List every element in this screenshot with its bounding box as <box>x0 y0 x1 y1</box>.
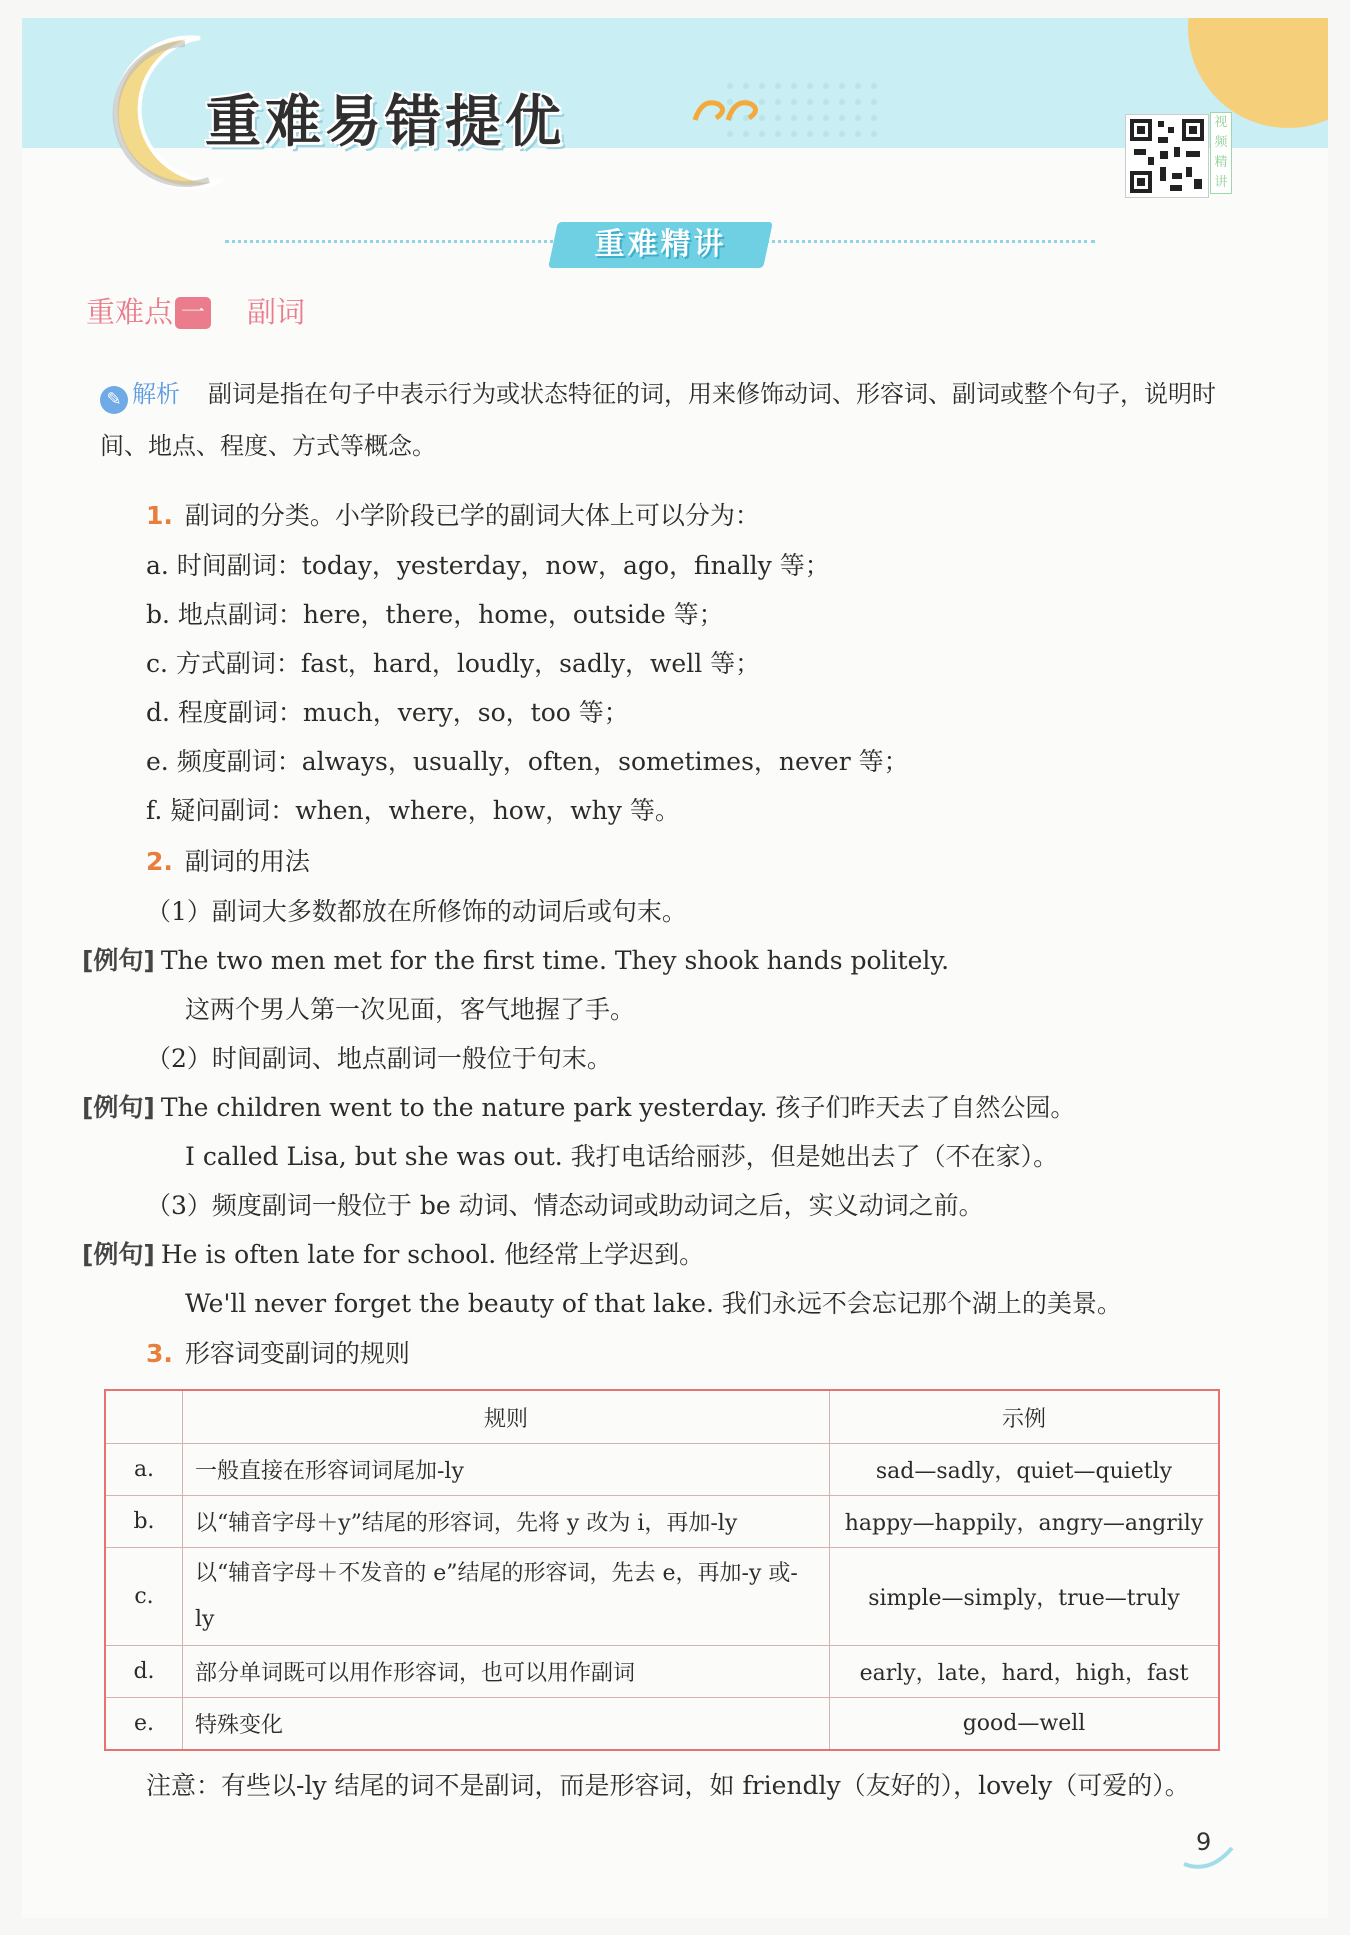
table-row <box>105 1496 1219 1548</box>
key-icon: ✎ <box>100 386 128 414</box>
section-2-title: 副词的用法 <box>184 847 310 876</box>
point-heading <box>86 290 305 331</box>
section-tag-label: 重难精讲 <box>594 227 727 262</box>
table-header: 规则 <box>183 1390 830 1444</box>
page-swoosh-icon <box>1180 1842 1240 1872</box>
table-cell: d. <box>105 1646 183 1698</box>
usage-rule-3: （3）频度副词一般位于 be 动词、情态动词或助动词之后，实义动词之前。 <box>146 1191 984 1220</box>
example-sentence: He is often late for school. 他经常上学迟到。 <box>160 1240 705 1269</box>
table-cell: 部分单词既可以用作形容词，也可以用作副词 <box>183 1646 830 1698</box>
example-sentence: I called Lisa, but she was out. 我打电话给丽莎，但是她出去了（不在家）。 <box>185 1142 1059 1171</box>
section-3-number: 3. <box>146 1339 173 1368</box>
table-cell: 以“辅音字母＋不发音的 e”结尾的形容词，先去 e，再加-y 或-ly <box>183 1548 830 1646</box>
example-1 <box>82 941 949 977</box>
section-tag <box>548 222 773 268</box>
section-1-number: 1. <box>146 501 173 530</box>
usage-rule-2: （2）时间副词、地点副词一般位于句末。 <box>146 1044 612 1073</box>
table-header-row <box>105 1390 1219 1444</box>
table-cell: early，late，hard，high，fast <box>830 1646 1220 1698</box>
analysis-block <box>100 368 1230 472</box>
page-title: 重难易错提优 <box>205 90 565 155</box>
example-3 <box>82 1235 704 1271</box>
table-row <box>105 1646 1219 1698</box>
example-sentence: The children went to the nature park yesterday. 孩子们昨天去了自然公园。 <box>160 1093 1076 1122</box>
page-number: 9 <box>1196 1828 1212 1856</box>
table-cell: happy—happily，angry—angrily <box>830 1496 1220 1548</box>
section-3-title: 形容词变副词的规则 <box>184 1339 410 1368</box>
section-3-heading <box>146 1334 410 1370</box>
swirl-icon <box>690 90 770 130</box>
table-cell: 一般直接在形容词词尾加-ly <box>183 1444 830 1496</box>
table-row <box>105 1548 1219 1646</box>
rules-table <box>104 1389 1220 1751</box>
table-cell: sad—sadly，quiet—quietly <box>830 1444 1220 1496</box>
point-topic: 副词 <box>247 295 306 329</box>
table-header <box>105 1390 183 1444</box>
table-cell: good—well <box>830 1698 1220 1750</box>
point-number: 一 <box>175 297 211 329</box>
usage-rule-1: （1）副词大多数都放在所修饰的动词后或句末。 <box>146 897 687 926</box>
category-item: f. 疑问副词：when，where，how，why 等。 <box>146 796 680 825</box>
example-label: [例句] <box>82 1240 155 1269</box>
sun-decoration <box>1188 18 1328 128</box>
example-label: [例句] <box>82 946 155 975</box>
example-sentence: We'll never forget the beauty of that lake. 我们永远不会忘记那个湖上的美景。 <box>185 1289 1122 1318</box>
category-item: d. 程度副词：much，very，so，too 等； <box>146 698 629 727</box>
table-row <box>105 1698 1219 1750</box>
analysis-text: 副词是指在句子中表示行为或状态特征的词，用来修饰动词、形容词、副词或整个句子，说明时间、地点、程度、方式等概念。 <box>100 380 1216 460</box>
analysis-label: 解析 <box>132 380 180 408</box>
section-2-number: 2. <box>146 847 173 876</box>
section-1-heading <box>146 496 760 532</box>
qr-code-icon[interactable] <box>1125 114 1209 198</box>
example-sentence: The two men met for the first time. They shook hands politely. <box>160 946 950 975</box>
example-label: [例句] <box>82 1093 155 1122</box>
category-item: a. 时间副词：today，yesterday，now，ago，finally 等； <box>146 551 830 580</box>
table-cell: a. <box>105 1444 183 1496</box>
example-2 <box>82 1088 1075 1124</box>
table-cell: c. <box>105 1548 183 1646</box>
table-header: 示例 <box>830 1390 1220 1444</box>
video-label: 视频精讲 <box>1210 112 1232 194</box>
example-translation: 这两个男人第一次见面，客气地握了手。 <box>185 995 636 1024</box>
category-item: b. 地点副词：here，there，home，outside 等； <box>146 600 724 629</box>
section-2-heading <box>146 842 310 878</box>
category-item: e. 频度副词：always，usually，often，sometimes，never 等； <box>146 747 909 776</box>
note-text: 注意：有些以-ly 结尾的词不是副词，而是形容词，如 friendly（友好的），lovely（可爱的）。 <box>146 1771 1190 1800</box>
table-cell: 特殊变化 <box>183 1698 830 1750</box>
category-item: c. 方式副词：fast，hard，loudly，sadly，well 等； <box>146 649 761 678</box>
point-label: 重难点 <box>86 295 174 329</box>
table-cell: b. <box>105 1496 183 1548</box>
table-cell: e. <box>105 1698 183 1750</box>
table-cell: 以“辅音字母＋y”结尾的形容词，先将 y 改为 i，再加-ly <box>183 1496 830 1548</box>
table-cell: simple—simply，true—truly <box>830 1548 1220 1646</box>
section-1-title: 副词的分类。小学阶段已学的副词大体上可以分为： <box>184 501 760 530</box>
table-row <box>105 1444 1219 1496</box>
